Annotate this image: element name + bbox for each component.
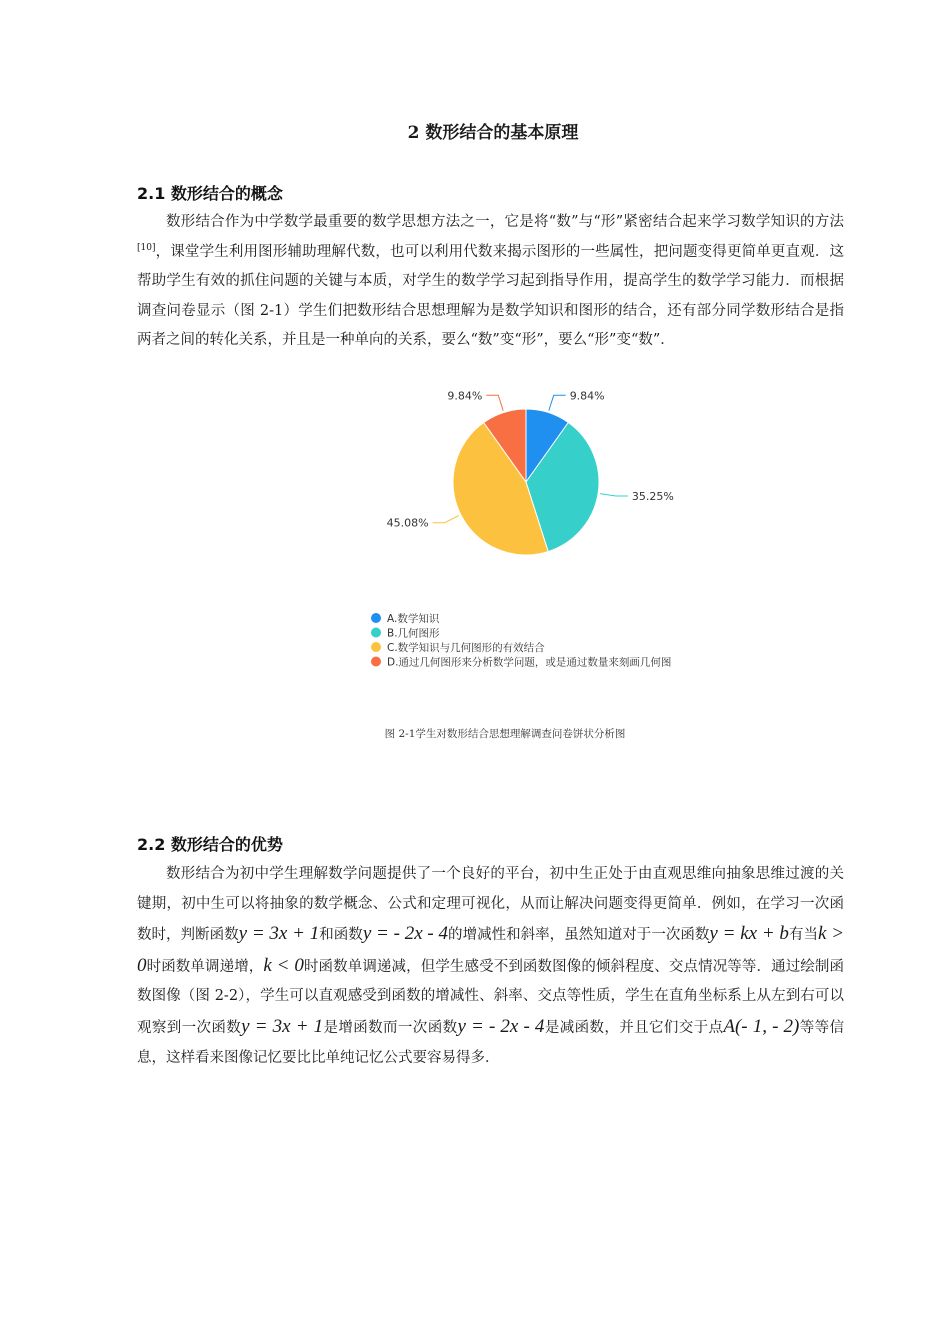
formula-y-minus-2x-minus-4: y = - 2x - 4 [457, 1015, 545, 1037]
formula-y-minus-2x-minus-4: y = - 2x - 4 [362, 923, 449, 945]
paragraph-text: ，课堂学生利用图形辅助理解代数，也可以利用代数来揭示图形的一些属性，把问题变得更简单更直观．这帮助学生有效的抓住问题的关键与本质，对学生的数学学习起到指导作用，提高学生的数学学习能力．而根据调查问卷显示（图 2-1）学生们把数形结合思想理解为是数学知识和图形的结合，还有部分同学数形结合是指两者之间的转化关系，并且是一种单向的关系，要么“数”变“形”，要么“形”变“数”． [137, 243, 844, 349]
legend-label-c: C.数学知识与几何图形的有效结合 [387, 642, 545, 654]
citation-ref: [10] [137, 242, 156, 253]
pie-data-label-c: 45.08% [386, 516, 429, 530]
paragraph-text: 等等信息，这样看来图像记忆要比比单纯记忆公式要容易得多． [137, 1019, 845, 1066]
formula-k-greater-0: k > 0 [137, 923, 845, 976]
pie-leader-line-a [549, 395, 566, 410]
paragraph-text: 数形结合为初中学生理解数学问题提供了一个良好的平台，初中生正处于由直观思维向抽象思维过渡的关键期，初中生可以将抽象的数学概念、公式和定理可视化，从而让解决问题变得更简单．例如，在学习一次函数时，判断函数 [137, 866, 844, 944]
formula-k-less-0: k < 0 [263, 954, 304, 976]
paragraph-text: 数形结合作为中学数学最重要的数学思想方法之一，它是将“数”与“形”紧密结合起来学习数学知识的方法 [166, 214, 844, 230]
pie-data-label-a: 9.84% [569, 389, 605, 403]
legend-label-d: D.通过几何图形来分析数学问题，或是通过数量来刻画几何图 [387, 656, 672, 669]
pie-leader-line-c [433, 516, 459, 523]
legend-marker-d [371, 657, 381, 667]
pie-chart [350, 388, 710, 678]
figure-caption: 图 2-1学生对数形结合思想理解调查问卷饼状分析图 [384, 728, 626, 740]
legend-label-a: A.数学知识 [387, 613, 440, 625]
section-2-1-paragraph [137, 208, 844, 356]
legend-marker-c [371, 642, 381, 652]
pie-data-label-d: 9.84% [447, 389, 483, 403]
legend-label-b: B.几何图形 [387, 627, 440, 640]
formula-y-3x-plus-1: y = 3x + 1 [238, 923, 320, 945]
formula-y-3x-plus-1: y = 3x + 1 [241, 1015, 324, 1037]
paragraph-text: 的增减性和斜率，虽然知道对于一次函数 [448, 927, 710, 944]
paragraph-text: 是增函数而一次函数 [323, 1019, 458, 1036]
legend-marker-b [371, 628, 381, 638]
section-heading-2-2: 2.2 数形结合的优势 [137, 835, 283, 854]
chapter-title: 2 数形结合的基本原理 [407, 123, 579, 143]
paragraph-text: 和函数 [319, 927, 363, 944]
formula-y-kx-plus-b: y = kx + b [709, 923, 789, 945]
pie-leader-line-d [486, 395, 503, 410]
section-heading-2-1: 2.1 数形结合的概念 [137, 184, 283, 203]
legend-marker-a [371, 613, 381, 623]
section-2-2-paragraph [137, 860, 844, 1073]
formula-point-a: A(- 1, - 2) [723, 1015, 800, 1037]
paragraph-text: 时函数单调递减，但学生感受不到函数图像的倾斜程度、交点情况等等．通过绘制函数图像（图 2-2），学生可以直观感受到函数的增减性、斜率、交点等性质，学生在直角坐标系上从左到右可以观察到一次函数 [137, 958, 844, 1036]
paragraph-text: 是减函数，并且它们交于点 [544, 1019, 724, 1036]
paragraph-text: 有当 [788, 927, 818, 944]
paragraph-text: 时函数单调递增， [146, 958, 264, 975]
pie-data-label-b: 35.25% [631, 490, 674, 503]
pie-leader-line-b [600, 494, 628, 496]
